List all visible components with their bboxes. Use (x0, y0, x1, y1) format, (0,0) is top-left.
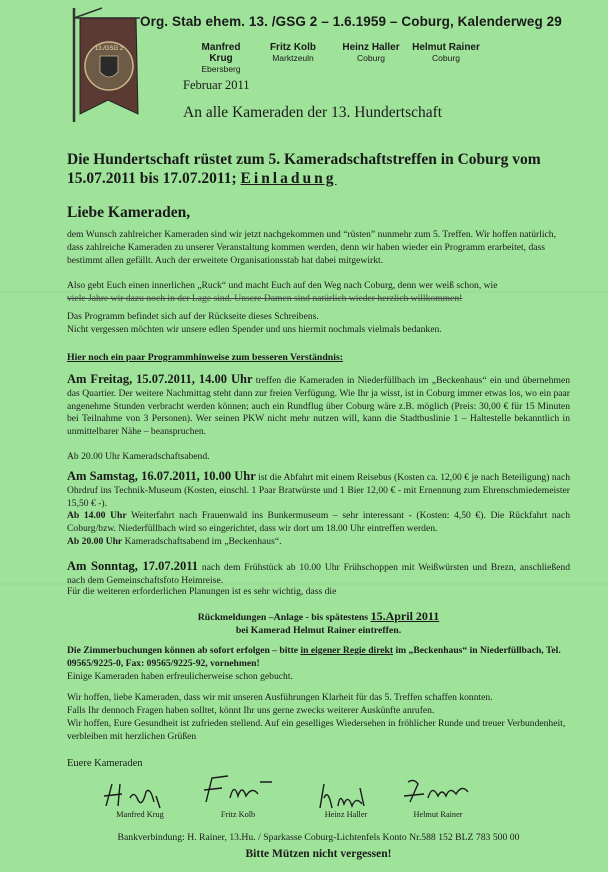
rueckmeldung-block (67, 610, 570, 637)
salutation: An alle Kameraden der 13. Hundertschaft (183, 104, 443, 121)
greeting: Liebe Kameraden, (67, 204, 191, 221)
member-name: Heinz Haller (342, 42, 400, 53)
sunday-text: nach dem Frühstück ab 10.00 Uhr Frühschoppen mit Weißwürsten und Brezn, anschließend nach dem Gemeinschaftsfoto Heimreise. (67, 562, 570, 586)
donor-thanks: Nicht vergessen möchten wir unsere edlen Spender und uns hiermit nochmals vielmals bedanken. (67, 324, 442, 335)
rueckmeldung-deadline: 15.April 2011 (370, 609, 440, 623)
closing-line-3: Wir hoffen, Eure Gesundheit ist zufrieden stellend. Auf ein geselliges Wiedersehen in fröhlicher Runde und treuer Verbundenheit, verbleiben mit herzlichen Grüßen (67, 718, 566, 742)
member-2 (262, 42, 324, 63)
saturday-afternoon-text: Weiterfahrt nach Frauenwald ins Bunkermuseum – sehr interessant - (Kosten: 4,50 €). Die Rückfahrt nach Coburg/bzw. Niederfüllbach wird so eingerichtet, dass wir dort um 18.00 Uhr eintreffen werden. (67, 510, 570, 534)
sign-off: Euere Kameraden (67, 758, 143, 769)
saturday-afternoon-lead: Ab 14.00 Uhr (67, 510, 127, 521)
title-text: Die Hundertschaft rüstet zum 5. Kameradschaftstreffen in Coburg vom 15.07.2011 bis 17.07.2011; (67, 151, 541, 187)
planning-note: Für die weiteren erforderlichen Planungen ist es sehr wichtig, dass die (67, 586, 337, 597)
signature-label-haller: Heinz Haller (324, 810, 368, 819)
member-name: Fritz Kolb (269, 42, 317, 53)
intro-struck-line: viele Jahre wir dazu noch in der Lage sind. Unsere Damen sind natürlich wieder herzlich willkommen! (67, 293, 463, 304)
booking-pre: Die Zimmerbuchungen können ab sofort erfolgen – bitte (67, 645, 299, 656)
friday-paragraph (67, 373, 570, 439)
booking-paragraph (67, 645, 570, 671)
member-city: Marktzeuln (272, 53, 314, 63)
saturday-evening-text: Kameradschaftsabend im „Beckenhaus“. (124, 536, 282, 547)
booking-regie: in eigener Regie direkt (300, 645, 394, 656)
booking-note: Einige Kameraden haben erfreulicherweise schon gebucht. (67, 671, 293, 682)
closing-line-1: Wir hoffen, liebe Kameraden, dass wir mit unseren Ausführungen Klarheit für das 5. Treffen schaffen konnten. (67, 692, 493, 703)
signature-label-rainer: Helmut Rainer (413, 810, 463, 819)
member-3 (338, 42, 404, 63)
sunday-lead: Am Sonntag, 17.07.2011 (67, 559, 199, 573)
rueckmeldung-recipient: bei Kamerad Helmut Rainer eintreffen. (235, 625, 402, 636)
booking-post: im „Beckenhaus“ in Niederfüllbach, Tel. 09565/9225-0, Fax: 09565/9225-92, vornehmen! (67, 645, 561, 669)
hints-heading: Hier noch ein paar Programmhinweise zum besseren Verständnis: (67, 352, 344, 363)
member-city: Coburg (357, 53, 385, 63)
intro-call: Also gebt Euch einen innerlichen „Ruck“ und macht Euch auf den Weg nach Coburg, denn wer weiß schon, wie (67, 280, 498, 291)
bank-details: Bankverbindung: H. Rainer, 13.Hu. / Sparkasse Coburg-Lichtenfels Konto Nr.588 152 BLZ 783 500 00 (117, 832, 520, 843)
saturday-evening (67, 536, 570, 549)
closing-line-2: Falls Ihr dennoch Fragen haben solltet, könnt Ihr uns gerne zwecks weiterer Auskünfte anrufen. (67, 705, 435, 716)
intro-paragraph: dem Wunsch zahlreicher Kameraden sind wir jetzt nachgekommen und “rüsten” nunmehr zum 5. Treffen. Wir hoffen natürlich, dass zahlreiche Kameraden zu unserer Veranstaltung kommen werden, denn wir haben wieder ein Programm erarbeitet, dass bestimmt allen gefällt. Auch der erweitete Organisationsstab hat dabei mitgewirkt. (67, 229, 556, 266)
saturday-text: ist die Abfahrt mit einem Reisebus (Kosten ca. 12,00 € je nach Beteiligung) nach Ohrdruf ins Technik-Museum (Kosten, einschl. 1 Paar Bratwürste und 1 Bier 12,00 € - mit Ernennung zum Ehrenschmiedemeister 15,50 € -). (67, 472, 570, 509)
signature-rainer-icon (400, 774, 480, 813)
member-city: Ebersberg (201, 64, 241, 74)
member-city: Coburg (432, 53, 460, 63)
signature-label-krug: Manfred Krug (116, 810, 164, 819)
letter-title (67, 150, 567, 188)
invitation-label: Einladung (240, 170, 337, 187)
friday-lead: Am Freitag, 15.07.2011, 14.00 Uhr (67, 372, 253, 386)
member-name: Helmut Rainer (412, 42, 480, 53)
saturday-evening-lead: Ab 20.00 Uhr (67, 536, 123, 547)
flag-emblem-icon (62, 4, 144, 124)
reminder: Bitte Mützen nicht vergessen! (245, 848, 392, 860)
sunday-paragraph (67, 560, 570, 588)
friday-evening: Ab 20.00 Uhr Kameradschaftsabend. (67, 451, 210, 462)
member-name: Manfred Krug (201, 42, 241, 64)
member-4 (410, 42, 482, 63)
member-1 (190, 42, 252, 74)
saturday-paragraph (67, 470, 570, 510)
flag-label: 13./GSG 2 (94, 46, 124, 52)
program-note: Das Programm befindet sich auf der Rückseite dieses Schreibens. (67, 311, 319, 322)
saturday-lead: Am Samstag, 16.07.2011, 10.00 Uhr (67, 469, 256, 483)
rueckmeldung-text: Rückmeldungen –Anlage - bis spätestens (197, 612, 369, 623)
friday-text: treffen die Kameraden in Niederfüllbach im „Beckenhaus“ ein und übernehmen das Quartier. Der weitere Nachmittag steht dann zur freien Verfügung. Wie Ihr ja wisst, ist in Coburg immer etwas los, wo ein paar angenehme Stunden verbracht werden können; auch ein Rundflug über Coburg wäre z.B. möglich (Preis: 30,00 € für 15 Minuten bei Teilnahme von 3 Personen). Wer seinen PKW nicht mehr nutzen will, kann die Stadtbuslinie 1 – Haltestelle bekanntlich in unmittelbarer Nähe – beanspruchen. (67, 375, 570, 438)
saturday-afternoon (67, 510, 570, 536)
letter-date: Februar 2011 (183, 78, 250, 92)
signature-label-kolb: Fritz Kolb (220, 810, 256, 819)
org-header: Org. Stab ehem. 13. /GSG 2 – 1.6.1959 – Coburg, Kalenderweg 29 (140, 14, 562, 29)
signature-kolb-icon (198, 772, 278, 811)
